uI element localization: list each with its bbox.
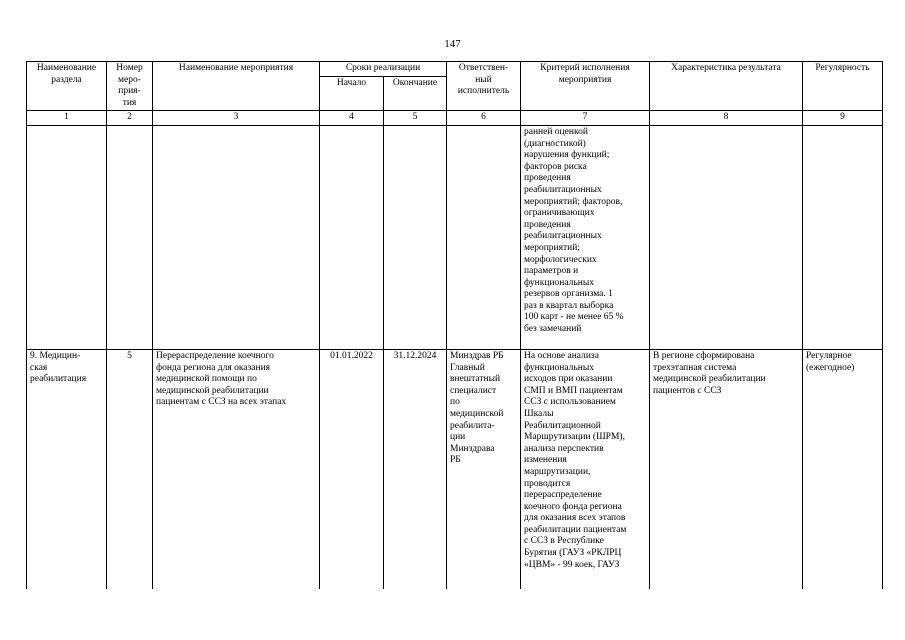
header-row-1 (27, 62, 883, 77)
column-number: 2 (107, 111, 153, 126)
table-row-continued (27, 125, 883, 349)
header-start: Начало (320, 76, 384, 111)
empty-cell (384, 125, 447, 349)
column-number: 4 (320, 111, 384, 126)
header-criterion: Критерий исполнения мероприятия (521, 62, 650, 111)
responsible: Минздрав РБ Главный внештатный специалист по медицинской реабилита- ции Минздрава РБ (447, 349, 521, 589)
header-activity-number: Номер меро- прия- тия (107, 62, 153, 111)
column-number: 7 (521, 111, 650, 126)
activities-table (26, 61, 883, 589)
column-number: 1 (27, 111, 107, 126)
column-number: 9 (803, 111, 883, 126)
header-result: Характеристика результата (650, 62, 803, 111)
empty-cell (153, 125, 320, 349)
empty-cell (803, 125, 883, 349)
column-number: 6 (447, 111, 521, 126)
column-numbers-row (27, 111, 883, 126)
header-responsible: Ответствен- ный исполнитель (447, 62, 521, 111)
end-date: 31.12.2024 (384, 349, 447, 589)
header-section-name: Наименование раздела (27, 62, 107, 111)
criterion-continued: ранней оценкой (диагностикой) нарушения функций; факторов риска проведения реабилитационных мероприятий; факторов, ограничивающих проведения реабилитационных мероприятий; морфологических параметров и функциональных резервов организма. 1 раз в квартал выборка 100 карт - не менее 65 % без замечаний (521, 125, 650, 349)
empty-cell (27, 125, 107, 349)
activity-number: 5 (107, 349, 153, 589)
regularity: Регулярное (ежегодное) (803, 349, 883, 589)
empty-cell (320, 125, 384, 349)
result: В регионе сформирована трехэтапная система медицинской реабилитации пациентов с ССЗ (650, 349, 803, 589)
section-name: 9. Медицин- ская реабилитация (27, 349, 107, 589)
empty-cell (107, 125, 153, 349)
header-activity-name: Наименование мероприятия (153, 62, 320, 111)
start-date: 01.01.2022 (320, 349, 384, 589)
page-number: 147 (444, 38, 461, 50)
empty-cell (447, 125, 521, 349)
column-number: 8 (650, 111, 803, 126)
criterion: На основе анализа функциональных исходов при оказании СМП и ВМП пациентам ССЗ с использованием Шкалы Реабилитационной Маршрутизации (ШРМ), анализа перспектив изменения маршрутизации, проводится перераспределение коечного фонда региона для оказания всех этапов реабилитации пациентам с ССЗ в Республике Бурятия (ГАУЗ «РКЛРЦ «ЦВМ» - 99 коек, ГАУЗ (521, 349, 650, 589)
header-implementation-period: Сроки реализации (320, 62, 447, 77)
activity-name: Перераспределение коечного фонда региона для оказания медицинской помощи по медицинской реабилитации пациентам с ССЗ на всех этапах (153, 349, 320, 589)
header-regularity: Регулярность (803, 62, 883, 111)
header-end: Окончание (384, 76, 447, 111)
table-row (27, 349, 883, 589)
column-number: 3 (153, 111, 320, 126)
empty-cell (650, 125, 803, 349)
column-number: 5 (384, 111, 447, 126)
